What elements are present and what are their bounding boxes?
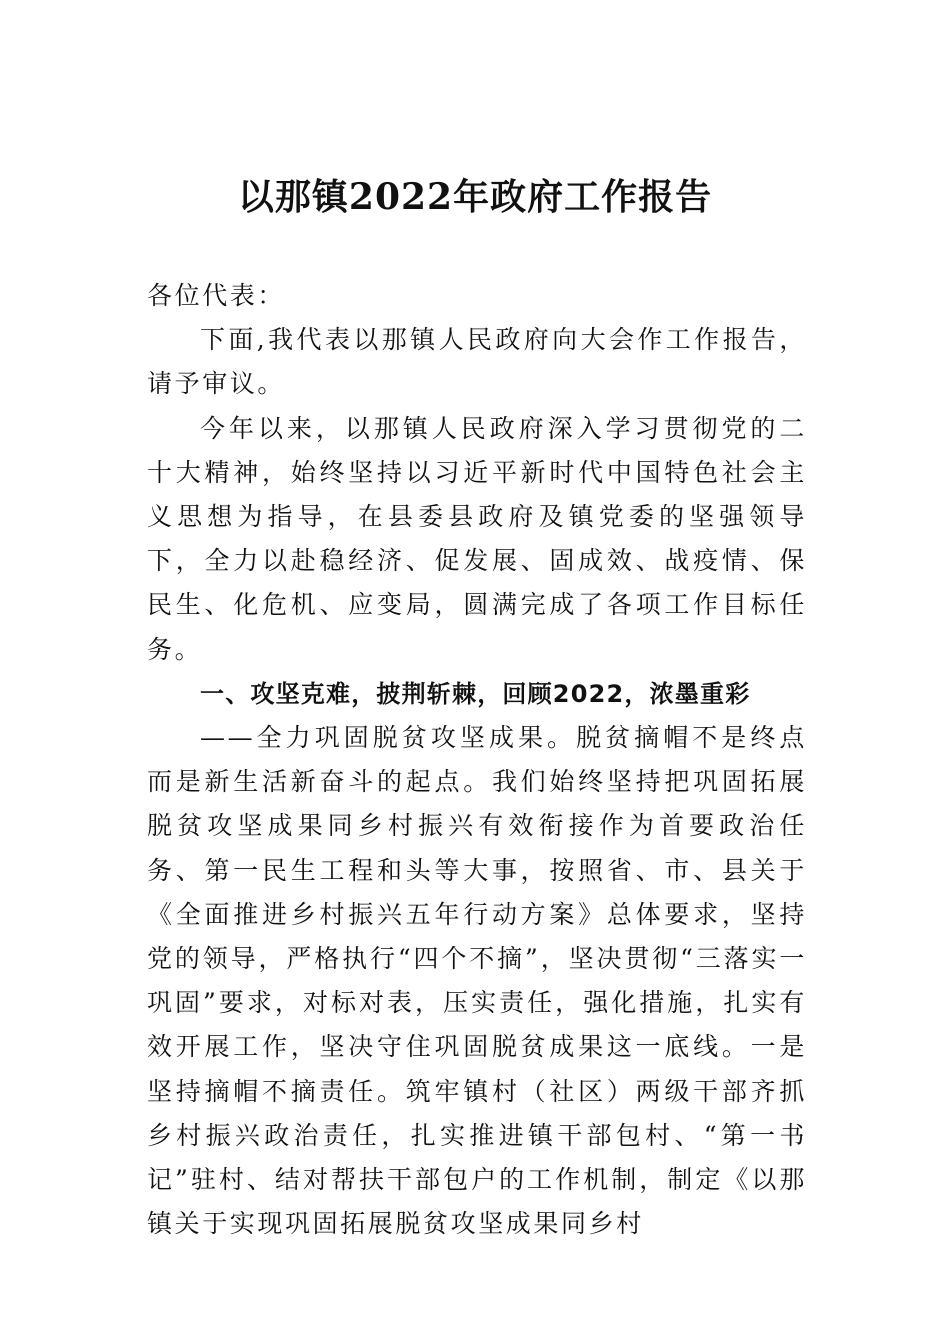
section-heading: 一、攻坚克难，披荆斩棘，回顾2022，浓墨重彩 bbox=[200, 679, 751, 708]
paragraph-overview: 今年以来，以那镇人民政府深入学习贯彻党的二十大精神，始终坚持以习近平新时代中国特色社会主义思想为指导，在县委县政府及镇党委的坚强领导下，全力以赴稳经济、促发展、固成效、战疫情、保民生、化危机、应变局，圆满完成了各项工作目标任务。 bbox=[147, 413, 807, 664]
document-body bbox=[147, 274, 807, 1246]
paragraph-intro: 下面,我代表以那镇人民政府向大会作工作报告，请予审议。 bbox=[147, 325, 807, 399]
paragraph-poverty-alleviation: ——全力巩固脱贫攻坚成果。脱贫摘帽不是终点而是新生活新奋斗的起点。我们始终坚持把巩固拓展脱贫攻坚成果同乡村振兴有效衔接作为首要政治任务、第一民生工程和头等大事，按照省、市、县关于《全面推进乡村振兴五年行动方案》总体要求，坚持党的领导，严格执行“四个不摘”，坚决贯彻“三落实一巩固”要求，对标对表，压实责任，强化措施，扎实有效开展工作，坚决守住巩固脱贫成果这一底线。一是坚持摘帽不摘责任。筑牢镇村（社区）两级干部齐抓乡村振兴政治责任，扎实推进镇干部包村、“第一书记”驻村、结对帮扶干部包户的工作机制，制定《以那镇关于实现巩固拓展脱贫攻坚成果同乡村 bbox=[147, 723, 807, 1239]
document-title: 以那镇2022年政府工作报告 bbox=[237, 176, 713, 218]
salutation: 各位代表： bbox=[147, 281, 286, 310]
